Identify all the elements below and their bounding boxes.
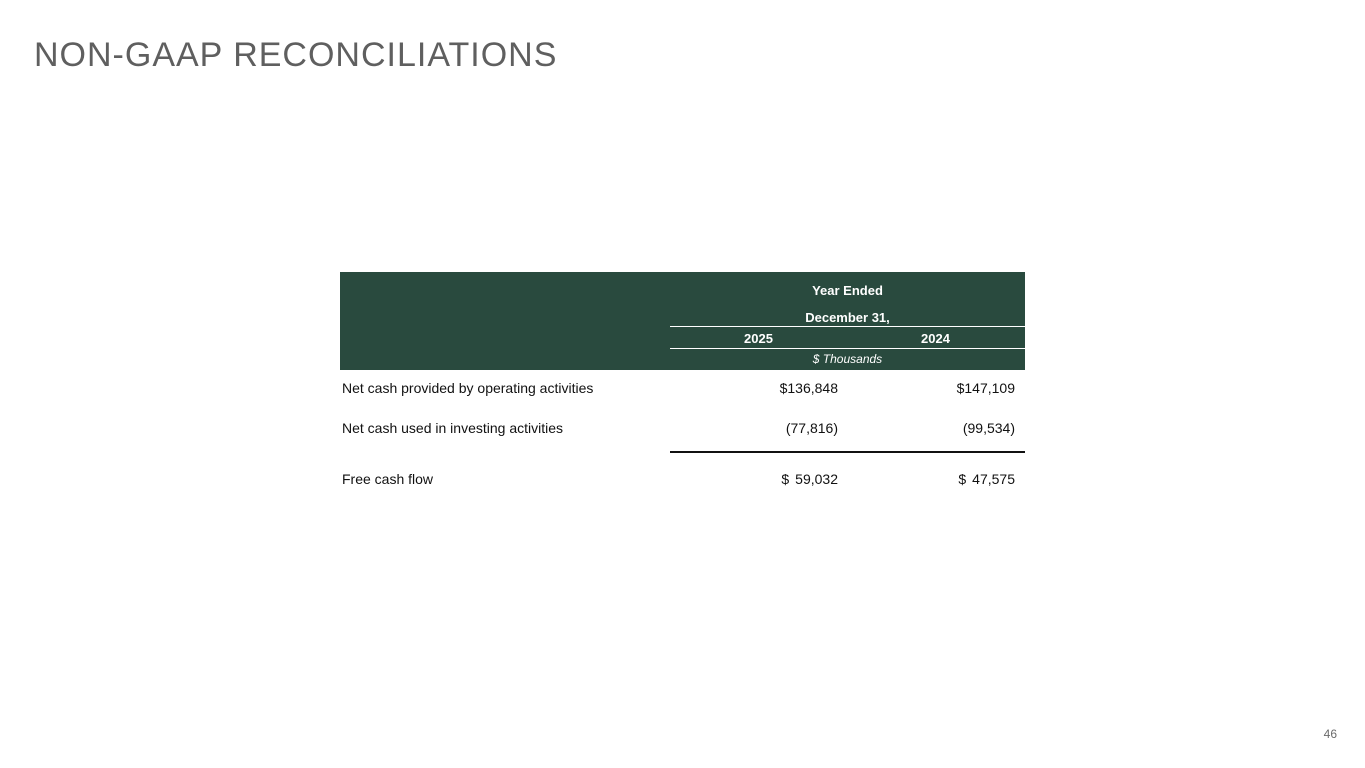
column-header-2024: 2024	[921, 331, 950, 346]
period-date: December 31,	[805, 310, 890, 325]
row-value-2025: $136,848	[779, 380, 838, 396]
currency-symbol: $	[958, 470, 967, 487]
period-label: Year Ended	[812, 283, 883, 298]
units-label: $ Thousands	[812, 352, 883, 366]
total-row	[340, 453, 1025, 493]
header-divider	[670, 348, 1025, 349]
table-row	[340, 370, 1025, 411]
page-title: NON-GAAP RECONCILIATIONS	[34, 36, 558, 74]
table-header	[340, 272, 1025, 370]
total-label: Free cash flow	[342, 470, 434, 487]
reconciliation-table	[340, 272, 1025, 493]
row-value-2024: (99,534)	[962, 420, 1015, 436]
table-row	[340, 411, 1025, 451]
total-amount-2025: 59,032	[795, 470, 838, 487]
total-value-2024	[958, 471, 1015, 487]
total-amount-2024: 47,575	[972, 470, 1015, 487]
column-header-2025: 2025	[744, 331, 773, 346]
row-value-2025: (77,816)	[785, 420, 838, 436]
page-number: 46	[1323, 727, 1337, 741]
total-value-2025	[781, 471, 838, 487]
row-label: Net cash used in investing activities	[342, 420, 563, 436]
header-divider	[670, 326, 1025, 327]
row-value-2024: $147,109	[956, 380, 1015, 396]
row-label: Net cash provided by operating activities	[342, 380, 594, 396]
currency-symbol: $	[781, 470, 790, 487]
